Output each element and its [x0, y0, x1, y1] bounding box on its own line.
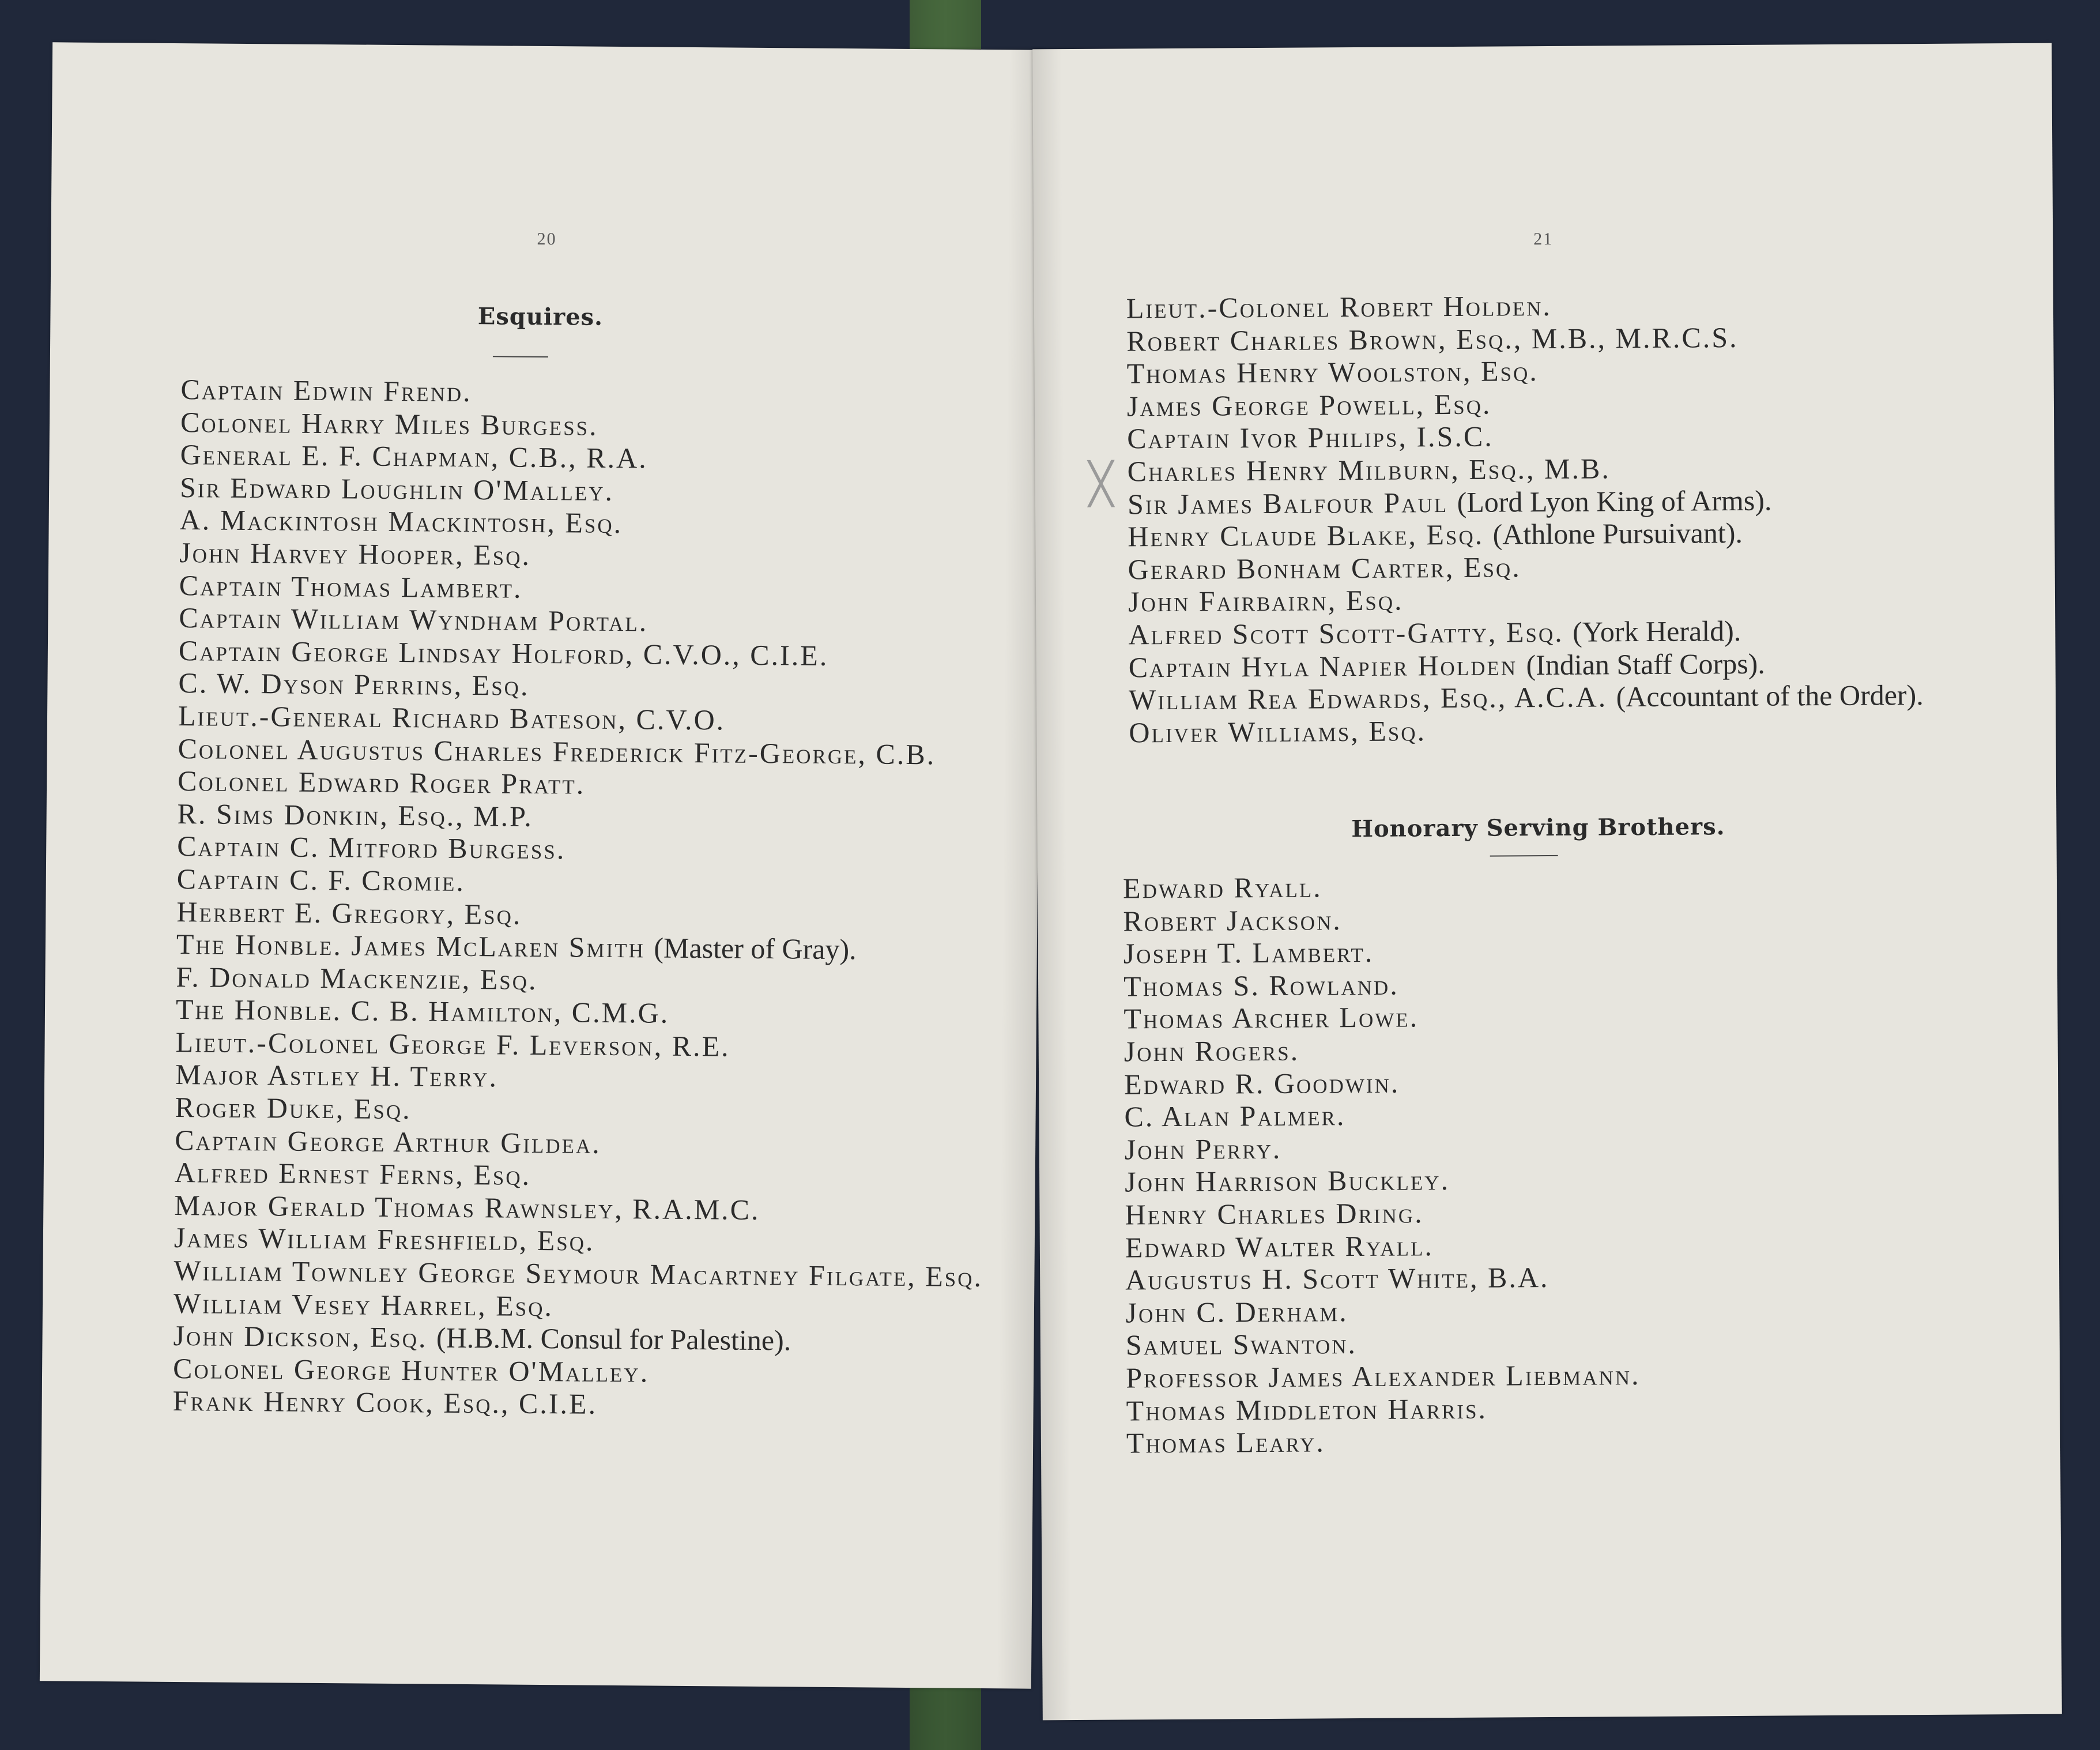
- list-item: [1123, 967, 1638, 1003]
- entry-name: General E. F. Chapman, C.B., R.A.: [180, 438, 648, 475]
- entry-name: Alfred Ernest Ferns, Esq.: [174, 1156, 531, 1192]
- list-item: [1126, 352, 1921, 390]
- entry-name: Edward Walter Ryall.: [1125, 1229, 1434, 1264]
- list-item: [1126, 1358, 1641, 1394]
- list-item: [1126, 1391, 1641, 1427]
- entry-name: John Rogers.: [1123, 1034, 1300, 1068]
- list-item: [1125, 1293, 1640, 1329]
- entry-name: Captain Hyla Napier Holden: [1128, 648, 1518, 683]
- page-number: 20: [537, 229, 557, 249]
- entry-name: Joseph T. Lambert.: [1123, 936, 1374, 970]
- entry-name: Robert Jackson.: [1123, 903, 1342, 938]
- entry-name: John C. Derham.: [1125, 1294, 1348, 1329]
- entry-note: (Indian Staff Corps).: [1526, 647, 1766, 681]
- entry-name: The Honble. C. B. Hamilton, C.M.G.: [175, 993, 670, 1030]
- list-item: [1125, 1130, 1639, 1166]
- entry-name: Edward Ryall.: [1122, 871, 1322, 905]
- entry-name: Captain George Lindsay Holford, C.V.O., C.I.E.: [178, 634, 829, 672]
- entry-name: Lieut.-Colonel George F. Leverson, R.E.: [175, 1025, 730, 1063]
- list-item: [1128, 581, 1923, 618]
- entry-name: Thomas Middleton Harris.: [1126, 1392, 1488, 1427]
- entry-name: Captain William Wyndham Portal.: [179, 601, 649, 638]
- spine-headband: [910, 0, 981, 49]
- entry-name: Frank Henry Cook, Esq., C.I.E.: [172, 1384, 598, 1421]
- list-item: [1123, 999, 1638, 1035]
- entry-name: Robert Charles Brown, Esq., M.B., M.R.C.S.: [1126, 321, 1739, 357]
- list-item: [1126, 287, 1921, 325]
- list-item: [1126, 320, 1921, 357]
- spine-tailband: [910, 1678, 981, 1750]
- right-page: [1032, 43, 2062, 1721]
- list-item: [1124, 1032, 1639, 1068]
- pencil-cross-mark: ╳: [1088, 460, 1114, 507]
- entry-name: Captain C. F. Cromie.: [176, 862, 466, 897]
- entry-name: Thomas Leary.: [1126, 1425, 1325, 1459]
- list-item: [1129, 679, 1924, 716]
- entry-name: F. Donald Mackenzie, Esq.: [176, 960, 538, 996]
- list-item: [1127, 385, 1922, 423]
- entry-name: The Honble. James McLaren Smith: [176, 928, 646, 964]
- list-item: [1125, 1228, 1640, 1264]
- entry-name: Henry Claude Blake, Esq.: [1128, 518, 1484, 553]
- entry-name: Gerard Bonham Carter, Esq.: [1128, 551, 1521, 586]
- entry-name: Samuel Swanton.: [1125, 1327, 1358, 1361]
- list-item: [1129, 712, 1924, 749]
- list-item: [1128, 483, 1922, 521]
- entry-name: Edward R. Goodwin.: [1123, 1066, 1400, 1101]
- entry-name: Captain Ivor Philips, I.S.C.: [1127, 420, 1494, 455]
- entry-name: Major Gerald Thomas Rawnsley, R.A.M.C.: [174, 1188, 760, 1226]
- list-item: [1123, 934, 1638, 970]
- list-item: [1127, 417, 1922, 455]
- entry-note: (York Herald).: [1572, 614, 1741, 648]
- page-number: 21: [1533, 229, 1554, 249]
- entry-name: Professor James Alexander Liebmann.: [1126, 1358, 1641, 1394]
- list-item: [1123, 869, 1638, 905]
- list-item: [1125, 1195, 1639, 1231]
- list-item: [172, 1384, 982, 1424]
- entry-name: Colonel Harry Miles Burgess.: [180, 405, 598, 442]
- entry-name: Oliver Williams, Esq.: [1129, 714, 1427, 749]
- entry-name: John Harvey Hooper, Esq.: [179, 536, 531, 571]
- entry-name: Charles Henry Milburn, Esq., M.B.: [1127, 452, 1611, 488]
- entry-name: John Harrison Buckley.: [1124, 1164, 1450, 1198]
- entry-name: William Rea Edwards, Esq., A.C.A.: [1128, 680, 1608, 716]
- entry-name: C. Alan Palmer.: [1124, 1099, 1346, 1133]
- entry-name: Sir Edward Loughlin O'Malley.: [179, 471, 614, 507]
- entry-name: R. Sims Donkin, Esq., M.P.: [177, 797, 534, 833]
- entry-name: Roger Duke, Esq.: [175, 1091, 412, 1126]
- list-item: [1128, 515, 1922, 553]
- section-heading-serving-brothers: Honorary Serving Brothers.: [1351, 813, 1725, 843]
- entry-name: Lieut.-Colonel Robert Holden.: [1126, 289, 1552, 325]
- list-item: [1128, 548, 1923, 586]
- list-item: [1125, 1162, 1639, 1198]
- entry-name: Sir James Balfour Paul: [1127, 486, 1449, 520]
- list-item: [1129, 646, 1924, 684]
- entry-name: Thomas Henry Woolston, Esq.: [1126, 355, 1539, 390]
- entry-note: (Accountant of the Order).: [1616, 679, 1924, 713]
- entry-name: Captain Edwin Frend.: [180, 373, 472, 408]
- entry-note: (Master of Gray).: [654, 931, 857, 966]
- entry-name: Lieut.-General Richard Bateson, C.V.O.: [178, 699, 726, 736]
- esquires-list-continued: [1126, 287, 1924, 749]
- heading-rule: [1490, 855, 1558, 857]
- entry-name: Henry Charles Dring.: [1125, 1196, 1424, 1231]
- entry-note: (Athlone Pursuivant).: [1492, 517, 1743, 551]
- entry-name: John Dickson, Esq.: [173, 1319, 428, 1354]
- heading-rule: [493, 356, 548, 357]
- entry-name: Colonel George Hunter O'Malley.: [172, 1352, 650, 1388]
- entry-name: John Fairbairn, Esq.: [1128, 584, 1404, 618]
- entry-note: (H.B.M. Consul for Palestine).: [436, 1321, 791, 1357]
- entry-name: Colonel Augustus Charles Frederick Fitz-George, C.B.: [178, 732, 936, 770]
- entry-name: Alfred Scott Scott-Gatty, Esq.: [1128, 615, 1564, 651]
- entry-name: C. W. Dyson Perrins, Esq.: [178, 667, 530, 702]
- entry-name: A. Mackintosh Mackintosh, Esq.: [179, 503, 623, 540]
- entry-name: Major Astley H. Terry.: [175, 1058, 499, 1093]
- list-item: [1126, 1326, 1641, 1361]
- entry-name: Colonel Edward Roger Pratt.: [177, 765, 586, 800]
- entry-name: Herbert E. Gregory, Esq.: [176, 895, 522, 931]
- entry-name: John Perry.: [1124, 1132, 1282, 1166]
- entry-name: Augustus H. Scott White, B.A.: [1125, 1261, 1549, 1296]
- entry-name: William Townley George Seymour Macartney Filgate, Esq.: [174, 1254, 983, 1293]
- serving-brothers-list: [1123, 869, 1641, 1459]
- list-item: [1125, 1260, 1640, 1296]
- entry-name: James William Freshfield, Esq.: [174, 1221, 595, 1258]
- list-item: [1124, 1065, 1639, 1101]
- entry-name: Thomas Archer Lowe.: [1123, 1000, 1419, 1035]
- section-heading-esquires: Esquires.: [477, 303, 604, 331]
- list-item: [1128, 614, 1923, 651]
- esquires-list: [172, 373, 990, 1424]
- entry-name: William Vesey Harrel, Esq.: [173, 1286, 554, 1322]
- list-item: [1124, 1097, 1639, 1133]
- entry-name: Thomas S. Rowland.: [1123, 968, 1399, 1003]
- left-page: [40, 42, 1044, 1688]
- entry-name: Captain C. Mitford Burgess.: [177, 830, 566, 865]
- entry-name: James George Powell, Esq.: [1126, 387, 1492, 423]
- entry-note: (Lord Lyon King of Arms).: [1457, 484, 1772, 518]
- list-item: [1127, 450, 1922, 488]
- entry-name: Captain Thomas Lambert.: [179, 569, 523, 604]
- entry-name: Captain George Arthur Gildea.: [175, 1123, 602, 1160]
- list-item: [1123, 902, 1638, 938]
- list-item: [1126, 1424, 1641, 1459]
